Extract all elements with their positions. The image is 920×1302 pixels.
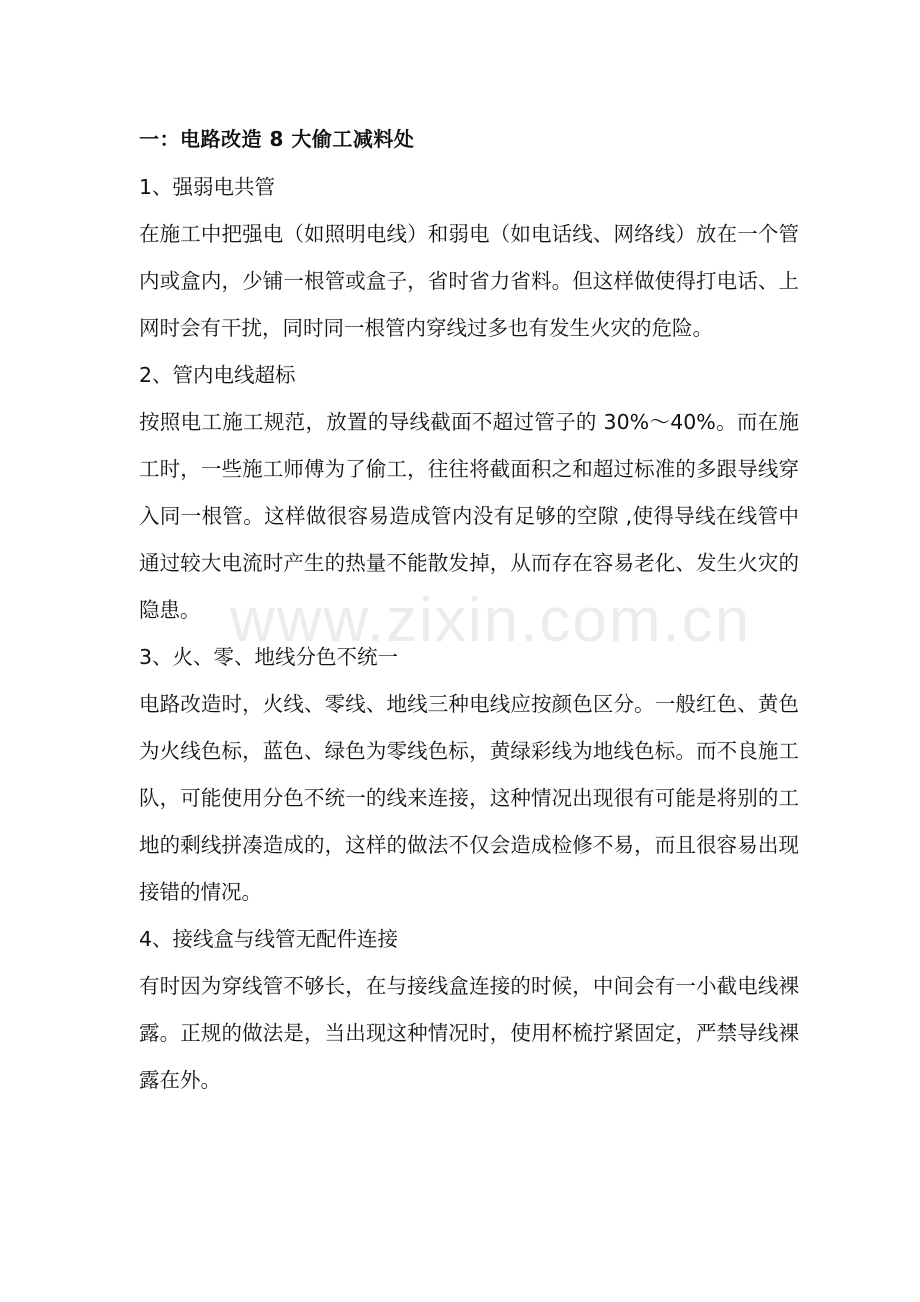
section-body: 按照电工施工规范，放置的导线截面不超过管子的 30%～40%。而在施工时，一些施工师傅为了偷工，往往将截面积之和超过标准的多跟导线穿入同一根管。这样做很容易造成管内没有足够的空隙 ,使得导线在线管中通过较大电流时产生的热量不能散发掉，从而存在容易老化、发生火灾的隐患。 — [139, 410, 799, 622]
section-body: 电路改造时，火线、零线、地线三种电线应按颜色区分。一般红色、黄色为火线色标，蓝色、绿色为零线色标，黄绿彩线为地线色标。而不良施工队，可能使用分色不统一的线来连接，这种情况出现很有可能是将别的工地的剩线拼凑造成的，这样的做法不仅会造成检修不易，而且很容易出现接错的情况。 — [139, 692, 799, 904]
section-heading: 1、强弱电共管 — [139, 175, 276, 199]
section-body: 有时因为穿线管不够长，在与接线盒连接的时候，中间会有一小截电线裸露。正规的做法是，当出现这种情况时，使用杯梳拧紧固定，严禁导线裸露在外。 — [139, 974, 799, 1092]
section-heading: 4、接线盒与线管无配件连接 — [139, 927, 399, 951]
section-2 — [139, 352, 799, 634]
section-1 — [139, 164, 799, 352]
section-heading: 2、管内电线超标 — [139, 363, 296, 387]
watermark: www.zixin.com.cn — [230, 586, 752, 655]
section-3 — [139, 634, 799, 916]
section-4 — [139, 916, 799, 1104]
document-title: 一：电路改造 8 大偷工减料处 — [139, 127, 415, 151]
section-body: 在施工中把强电（如照明电线）和弱电（如电话线、网络线）放在一个管内或盒内，少铺一根管或盒子，省时省力省料。但这样做使得打电话、上网时会有干扰，同时同一根管内穿线过多也有发生火灾的危险。 — [139, 222, 799, 340]
document-content — [139, 118, 799, 1104]
section-heading: 3、火、零、地线分色不统一 — [139, 645, 399, 669]
